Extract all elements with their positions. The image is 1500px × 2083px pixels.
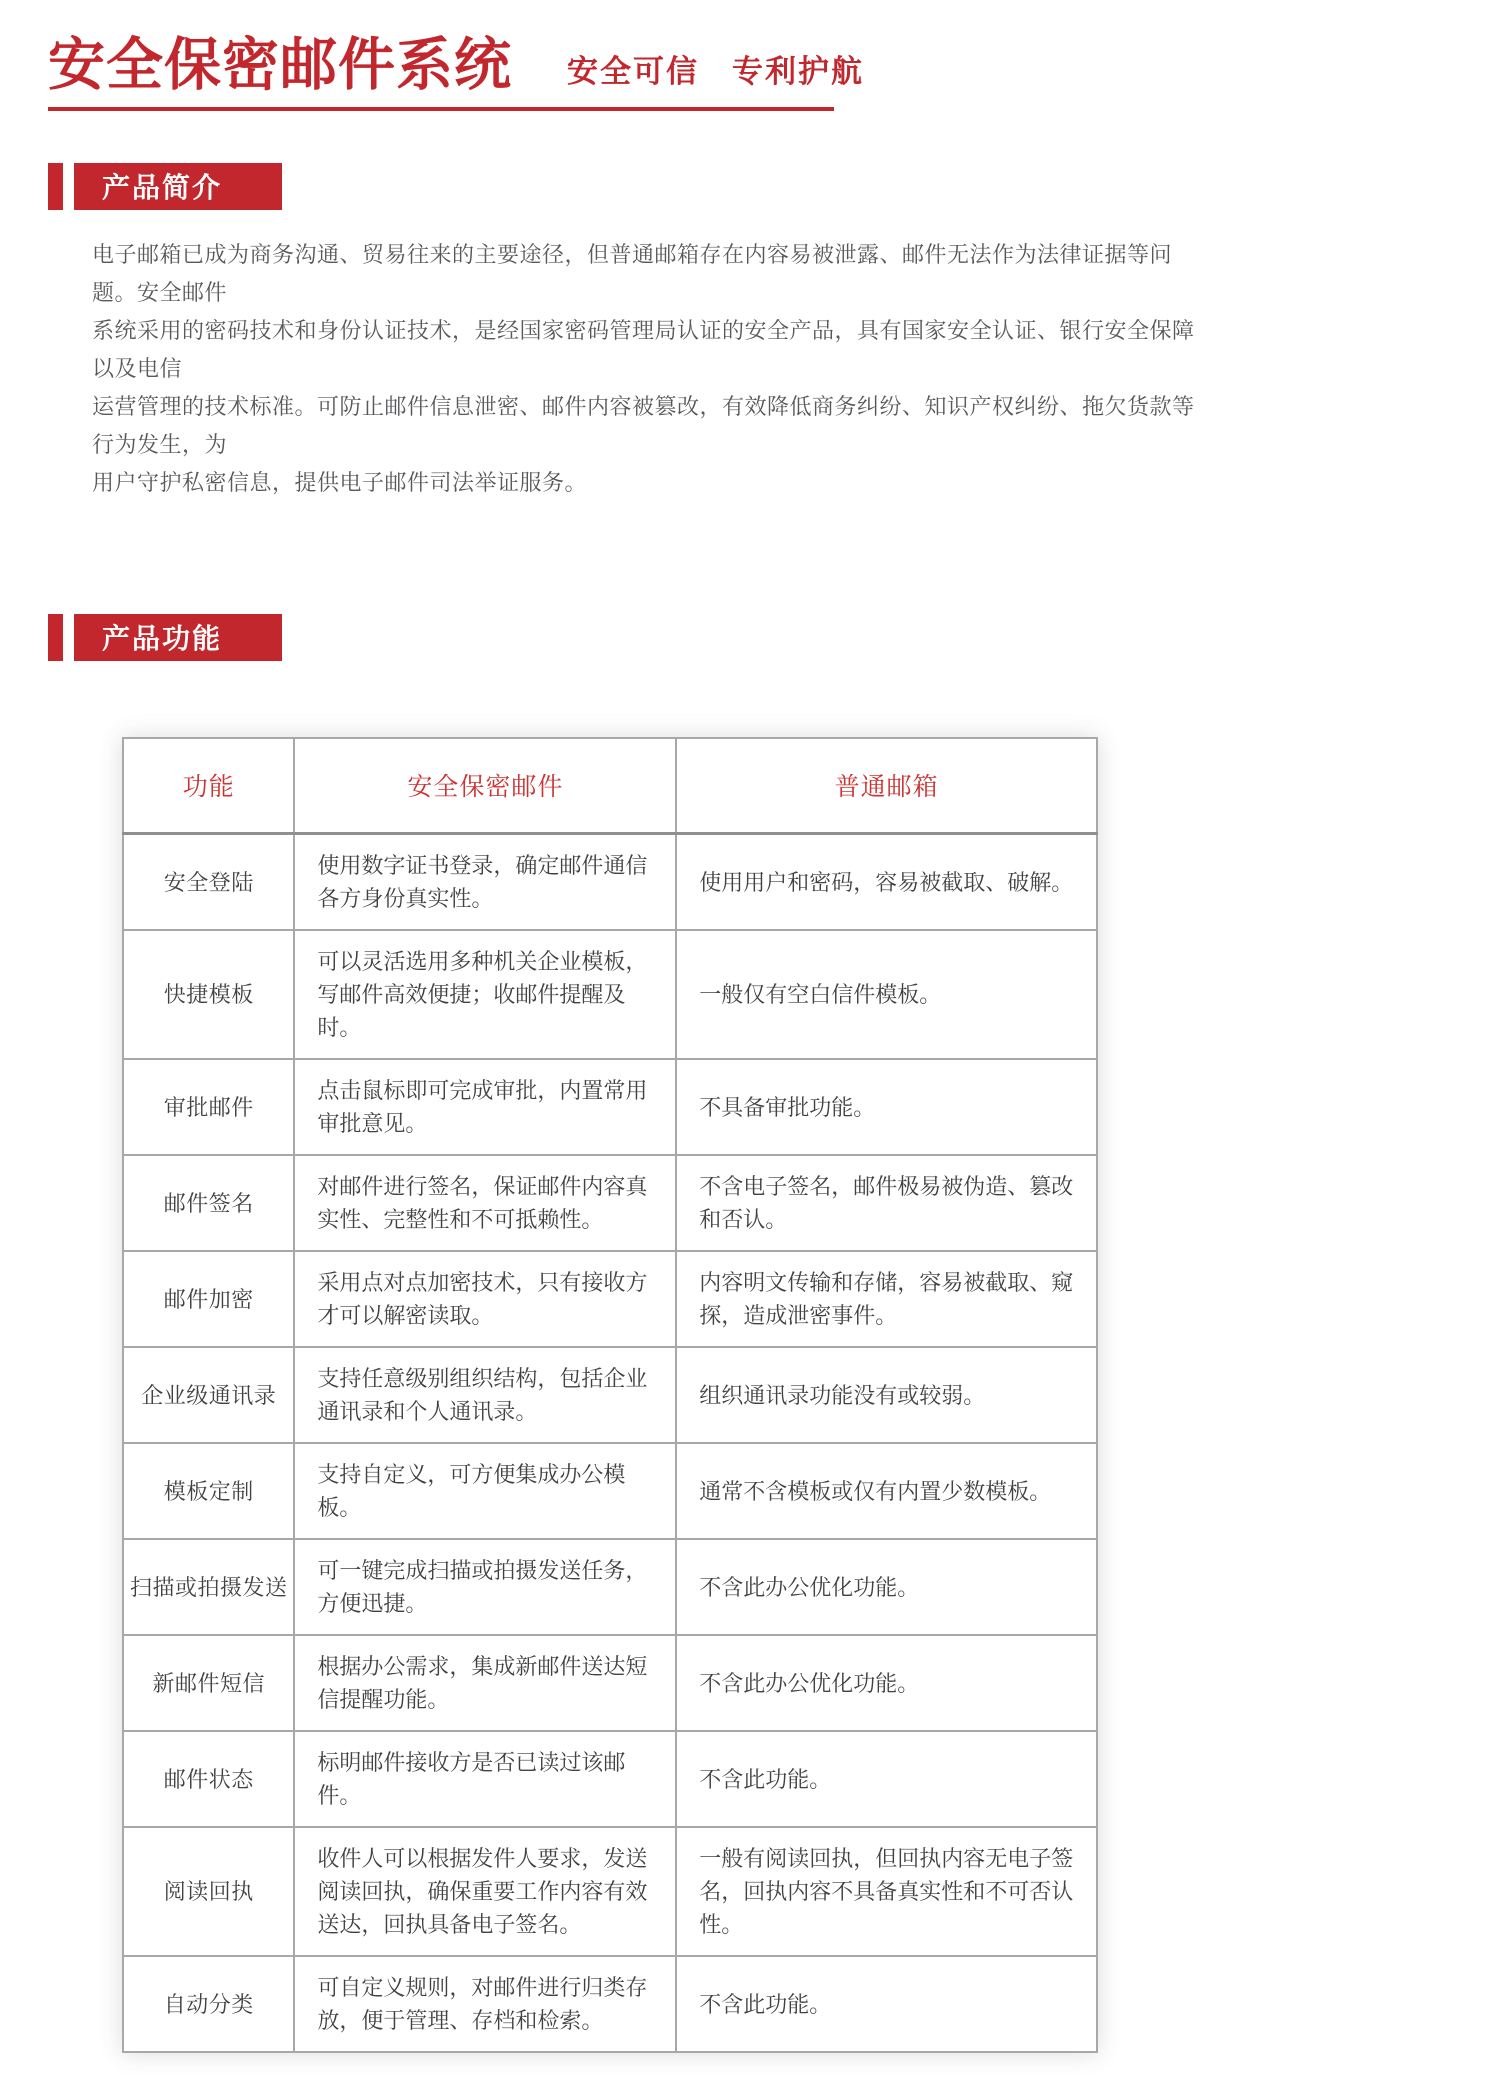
table-row — [123, 1731, 1097, 1827]
feature-name: 审批邮件 — [123, 1059, 294, 1155]
secure-mail-cell: 采用点对点加密技术，只有接收方才可以解密读取。 — [294, 1251, 676, 1347]
table-row — [123, 930, 1097, 1059]
regular-mail-cell: 使用用户和密码，容易被截取、破解。 — [676, 834, 1097, 931]
secure-mail-cell: 根据办公需求，集成新邮件送达短信提醒功能。 — [294, 1635, 676, 1731]
table-row — [123, 1956, 1097, 2052]
intro-line-1: 电子邮箱已成为商务沟通、贸易往来的主要途径，但普通邮箱存在内容易被泄露、邮件无法作为法律证据等问题。安全邮件 — [92, 241, 1173, 305]
page-subtitle: 安全可信 专利护航 — [567, 53, 864, 89]
intro-line-4: 用户守护私密信息，提供电子邮件司法举证服务。 — [92, 469, 588, 495]
secure-mail-cell: 支持自定义，可方便集成办公模板。 — [294, 1443, 676, 1539]
feature-name: 快捷模板 — [123, 930, 294, 1059]
secure-mail-cell: 收件人可以根据发件人要求，发送阅读回执，确保重要工作内容有效送达，回执具备电子签名。 — [294, 1827, 676, 1956]
column-header-feature: 功能 — [123, 738, 294, 834]
regular-mail-cell: 不含电子签名，邮件极易被伪造、篡改和否认。 — [676, 1155, 1097, 1251]
feature-name: 邮件签名 — [123, 1155, 294, 1251]
secure-mail-cell: 支持任意级别组织结构，包括企业通讯录和个人通讯录。 — [294, 1347, 676, 1443]
regular-mail-cell: 不含此功能。 — [676, 1956, 1097, 2052]
feature-name: 企业级通讯录 — [123, 1347, 294, 1443]
column-header-regular-mail: 普通邮箱 — [676, 738, 1097, 834]
intro-line-2: 系统采用的密码技术和身份认证技术，是经国家密码管理局认证的安全产品，具有国家安全认证、银行安全保障以及电信 — [92, 317, 1195, 381]
section-heading-features — [48, 614, 1500, 661]
regular-mail-cell: 不含此功能。 — [676, 1731, 1097, 1827]
regular-mail-cell: 组织通讯录功能没有或较弱。 — [676, 1347, 1097, 1443]
feature-name: 自动分类 — [123, 1956, 294, 2052]
intro-paragraph — [92, 236, 1202, 502]
feature-name: 新邮件短信 — [123, 1635, 294, 1731]
regular-mail-cell: 通常不含模板或仅有内置少数模板。 — [676, 1443, 1097, 1539]
intro-heading-label: 产品简介 — [74, 163, 282, 210]
table-row — [123, 1251, 1097, 1347]
secure-mail-cell: 使用数字证书登录，确定邮件通信各方身份真实性。 — [294, 834, 676, 931]
regular-mail-cell: 一般有阅读回执，但回执内容无电子签名，回执内容不具备真实性和不可否认性。 — [676, 1827, 1097, 1956]
regular-mail-cell: 不具备审批功能。 — [676, 1059, 1097, 1155]
page-header — [0, 34, 1500, 97]
table-row — [123, 1635, 1097, 1731]
secure-mail-cell: 标明邮件接收方是否已读过该邮件。 — [294, 1731, 676, 1827]
feature-name: 模板定制 — [123, 1443, 294, 1539]
table-row — [123, 1347, 1097, 1443]
section-heading-intro — [48, 163, 1500, 210]
page-title: 安全保密邮件系统 — [48, 33, 512, 97]
feature-comparison-table-wrap — [122, 737, 1098, 2054]
secure-mail-cell: 点击鼠标即可完成审批，内置常用审批意见。 — [294, 1059, 676, 1155]
regular-mail-cell: 不含此办公优化功能。 — [676, 1539, 1097, 1635]
features-heading-label: 产品功能 — [74, 614, 282, 661]
title-underline — [48, 107, 834, 111]
feature-name: 邮件状态 — [123, 1731, 294, 1827]
table-header-row — [123, 738, 1097, 834]
feature-name: 邮件加密 — [123, 1251, 294, 1347]
regular-mail-cell: 一般仅有空白信件模板。 — [676, 930, 1097, 1059]
secure-mail-cell: 可自定义规则，对邮件进行归类存放，便于管理、存档和检索。 — [294, 1956, 676, 2052]
secure-mail-cell: 可以灵活选用多种机关企业模板，写邮件高效便捷；收邮件提醒及时。 — [294, 930, 676, 1059]
table-row — [123, 1827, 1097, 1956]
heading-accent-bar — [48, 614, 63, 661]
feature-comparison-table — [122, 737, 1098, 2054]
regular-mail-cell: 不含此办公优化功能。 — [676, 1635, 1097, 1731]
table-row — [123, 1443, 1097, 1539]
regular-mail-cell: 内容明文传输和存储，容易被截取、窥探，造成泄密事件。 — [676, 1251, 1097, 1347]
table-row — [123, 1539, 1097, 1635]
table-row — [123, 834, 1097, 931]
secure-mail-cell: 对邮件进行签名，保证邮件内容真实性、完整性和不可抵赖性。 — [294, 1155, 676, 1251]
intro-line-3: 运营管理的技术标准。可防止邮件信息泄密、邮件内容被篡改，有效降低商务纠纷、知识产权纠纷、拖欠货款等行为发生，为 — [92, 393, 1195, 457]
heading-accent-bar — [48, 163, 63, 210]
feature-name: 安全登陆 — [123, 834, 294, 931]
table-row — [123, 1155, 1097, 1251]
feature-name: 阅读回执 — [123, 1827, 294, 1956]
column-header-secure-mail: 安全保密邮件 — [294, 738, 676, 834]
feature-name: 扫描或拍摄发送 — [123, 1539, 294, 1635]
table-row — [123, 1059, 1097, 1155]
secure-mail-cell: 可一键完成扫描或拍摄发送任务，方便迅捷。 — [294, 1539, 676, 1635]
